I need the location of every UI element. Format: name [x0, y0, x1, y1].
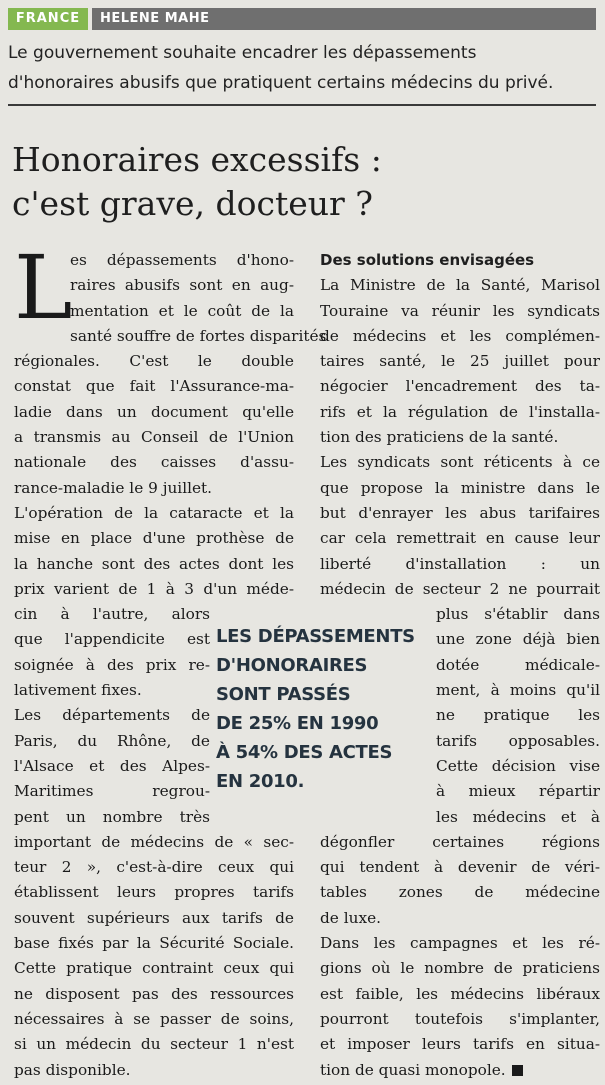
headline-line: Honoraires excessifs : — [12, 140, 382, 179]
article-line: base fixés par la Sécurité Sociale. — [14, 934, 294, 953]
article-line: mentation et le coût de la — [70, 301, 294, 320]
article-line: tarifs opposables. — [436, 731, 600, 750]
article-line: Maritimes regrou- — [14, 782, 210, 801]
article-line: médecin de secteur 2 ne pourrait — [320, 579, 600, 598]
article-line: à mieux répartir — [436, 782, 600, 801]
article-line: régionales. C'est le double — [14, 352, 294, 371]
article-line: tion de quasi monopole. — [320, 1058, 600, 1083]
article-line: la hanche sont des actes dont les — [14, 554, 294, 573]
article-line: négocier l'encadrement des ta- — [320, 377, 600, 396]
pull-quote-line: LES DÉPASSEMENTS — [216, 626, 415, 647]
article-line: Cette décision vise — [436, 756, 600, 775]
article-line: plus s'établir dans — [436, 605, 600, 624]
article-line: de médecins et les complémen- — [320, 326, 600, 345]
standfirst — [8, 38, 596, 106]
article-line: tion des praticiens de la santé. — [320, 428, 559, 447]
article-line: ne disposent pas des ressources — [14, 984, 294, 1003]
article-line: si un médecin du secteur 1 n'est — [14, 1035, 294, 1054]
article-line: important de médecins de « sec- — [14, 832, 294, 851]
article-line: qui tendent à devenir de véri- — [320, 858, 600, 877]
article-line: liberté d'installation : un — [320, 554, 600, 573]
drop-cap: L — [14, 236, 73, 339]
article-line: de luxe. — [320, 908, 381, 927]
article-line: l'Alsace et des Alpes- — [14, 756, 210, 775]
pull-quote-line: D'HONORAIRES — [216, 655, 368, 676]
article-line: tables zones de médecine — [320, 883, 600, 902]
article-line: dégonfler certaines régions — [320, 832, 600, 851]
article-line: L'opération de la cataracte et la — [14, 503, 294, 522]
article-line: nationale des caisses d'assu- — [14, 453, 294, 472]
article-line: constat que fait l'Assurance-ma- — [14, 377, 294, 396]
standfirst-line: Le gouvernement souhaite encadrer les dépassements — [8, 43, 477, 63]
pull-quote-line: EN 2010. — [216, 771, 305, 792]
article-line: établissent leurs propres tarifs — [14, 883, 294, 902]
article-line: Dans les campagnes et les ré- — [320, 934, 600, 953]
article-line: es dépassements d'hono- — [70, 251, 294, 269]
article-line: Les départements de — [14, 706, 210, 725]
article-line: car cela remettrait en cause leur — [320, 529, 600, 548]
article-line: que propose la ministre dans le — [320, 478, 600, 497]
author-name: HELENE MAHE — [92, 8, 596, 30]
headline — [12, 138, 602, 226]
end-of-article-mark — [512, 1065, 523, 1076]
pull-quote-line: SONT PASSÉS — [216, 684, 351, 705]
pull-quote — [216, 622, 416, 796]
article-line: rance-maladie le 9 juillet. — [14, 478, 213, 497]
article-line: ne pratique les — [436, 706, 600, 725]
section-label: FRANCE — [8, 8, 88, 30]
article-line: rifs et la régulation de l'installa- — [320, 402, 600, 421]
article-line: taires santé, le 25 juillet pour — [320, 352, 600, 371]
article-line: but d'enrayer les abus tarifaires — [320, 503, 600, 522]
article-line: prix varient de 1 à 3 d'un méde- — [14, 579, 294, 598]
article-line: lativement fixes. — [14, 681, 142, 700]
subheading: Des solutions envisagées — [320, 251, 535, 269]
article-line: souvent supérieurs aux tarifs de — [14, 908, 294, 927]
article-line: pas disponible. — [14, 1060, 131, 1079]
article-line: dotée médicale- — [436, 655, 600, 674]
pull-quote-line: À 54% DES ACTES — [216, 742, 393, 763]
article-line: pent un nombre très — [14, 807, 210, 826]
section-tag-bar — [8, 8, 596, 30]
article-line: ment, à moins qu'il — [436, 681, 600, 700]
article-line: une zone déjà bien — [436, 630, 600, 649]
article-line: raires abusifs sont en aug- — [70, 276, 294, 295]
article-line: La Ministre de la Santé, Marisol — [320, 276, 600, 295]
article-line: cin à l'autre, alors — [14, 605, 210, 624]
article-line: a transmis au Conseil de l'Union — [14, 428, 294, 447]
article-line: mise en place d'une prothèse de — [14, 529, 294, 548]
article-line: Les syndicats sont réticents à ce — [320, 453, 600, 472]
article-line: pourront toutefois s'implanter, — [320, 1009, 600, 1028]
article-line: et imposer leurs tarifs en situa- — [320, 1035, 600, 1054]
pull-quote-line: DE 25% EN 1990 — [216, 713, 379, 734]
article-line: nécessaires à se passer de soins, — [14, 1009, 294, 1028]
article-line: soignée à des prix re- — [14, 655, 210, 674]
article-line: gions où le nombre de praticiens — [320, 959, 600, 978]
headline-line: c'est grave, docteur ? — [12, 184, 373, 223]
article-line: Touraine va réunir les syndicats — [320, 301, 600, 320]
article-line: Paris, du Rhône, de — [14, 731, 210, 750]
article-line: est faible, les médecins libéraux — [320, 984, 600, 1003]
article-line: que l'appendicite est — [14, 630, 210, 649]
article-line: ladie dans un document qu'elle — [14, 402, 294, 421]
article-line: Cette pratique contraint ceux qui — [14, 959, 294, 978]
standfirst-line: d'honoraires abusifs que pratiquent certains médecins du privé. — [8, 73, 554, 93]
article-line: teur 2 », c'est-à-dire ceux qui — [14, 858, 294, 877]
article-line: santé souffre de fortes disparités — [70, 326, 327, 345]
article-line: les médecins et à — [436, 807, 600, 826]
